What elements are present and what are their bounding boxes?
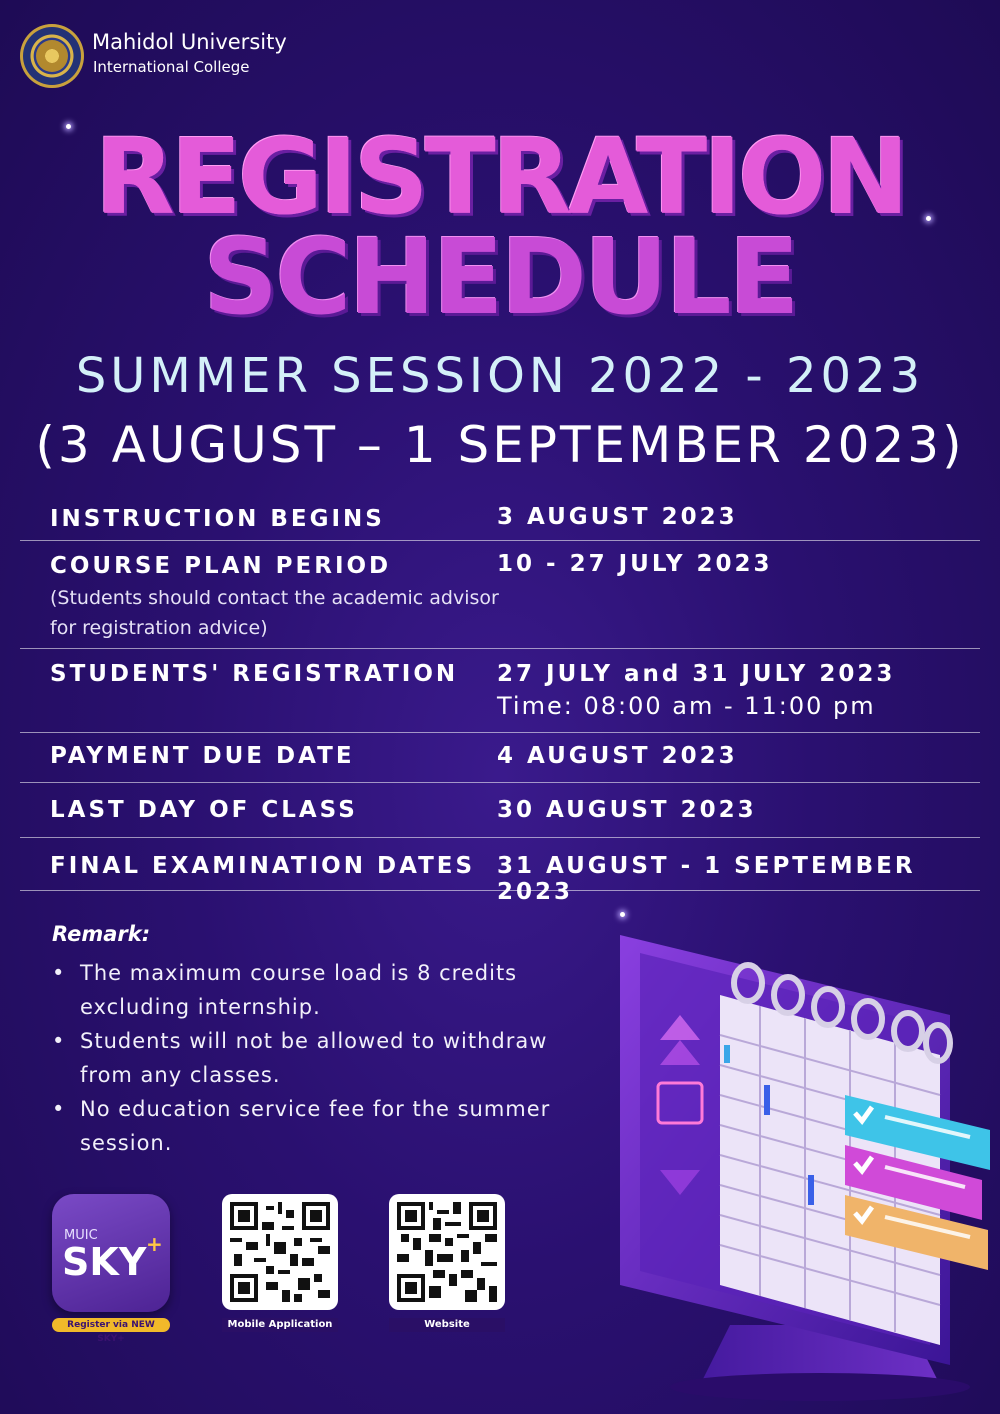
schedule-value: 30 AUGUST 2023 (497, 797, 757, 823)
schedule-note: (Students should contact the academic advisor (50, 587, 499, 609)
schedule-row-instruction (20, 496, 980, 541)
schedule-label: LAST DAY OF CLASS (50, 797, 358, 823)
schedule-label: FINAL EXAMINATION DATES (50, 853, 476, 879)
sky-plus-app-icon[interactable]: MUIC SKY + (52, 1194, 170, 1312)
schedule-note: for registration advice) (50, 617, 268, 639)
website-qr-code-icon[interactable] (389, 1194, 505, 1310)
schedule-row-registration (20, 649, 980, 733)
schedule-value: 27 JULY and 31 JULY 2023 (497, 661, 896, 687)
schedule-label: PAYMENT DUE DATE (50, 743, 355, 769)
university-seal-icon (20, 24, 84, 88)
schedule-value: 10 - 27 JULY 2023 (497, 551, 773, 577)
university-name: Mahidol University (92, 30, 287, 54)
remark-list (50, 956, 610, 1160)
app-caption: Register via NEW SKY+ (52, 1318, 170, 1332)
schedule-row-course-plan (20, 541, 980, 649)
website-caption: Website (389, 1318, 505, 1332)
session-dates: (3 AUGUST – 1 SEPTEMBER 2023) (35, 416, 965, 474)
schedule-label: INSTRUCTION BEGINS (50, 506, 385, 532)
schedule-value: 31 AUGUST - 1 SEPTEMBER 2023 (497, 853, 916, 905)
session-title: SUMMER SESSION 2022 - 2023 (75, 348, 925, 404)
schedule-row-payment (20, 733, 980, 783)
main-title-schedule: SCHEDULE (203, 216, 797, 338)
main-title-registration: REGISTRATION (94, 116, 906, 238)
calendar-monitor-illustration-icon (610, 905, 1000, 1414)
schedule-row-final-exam (20, 838, 980, 905)
mobile-app-qr-code-icon[interactable] (222, 1194, 338, 1310)
schedule-value: 4 AUGUST 2023 (497, 743, 738, 769)
remark-title: Remark: (52, 922, 151, 946)
remark-item: • Students will not be allowed to withdraw from any classes. (50, 1024, 610, 1092)
schedule-time: Time: 08:00 am - 11:00 pm (497, 692, 876, 720)
schedule-row-last-day (20, 783, 980, 838)
schedule-label: COURSE PLAN PERIOD (50, 553, 392, 579)
remark-item: • No education service fee for the summer session. (50, 1092, 610, 1160)
mobile-app-caption: Mobile Application (222, 1318, 338, 1332)
schedule-value: 3 AUGUST 2023 (497, 504, 738, 530)
college-name: International College (93, 58, 250, 76)
remark-item: • The maximum course load is 8 credits excluding internship. (50, 956, 610, 1024)
schedule-label: STUDENTS' REGISTRATION (50, 661, 459, 687)
